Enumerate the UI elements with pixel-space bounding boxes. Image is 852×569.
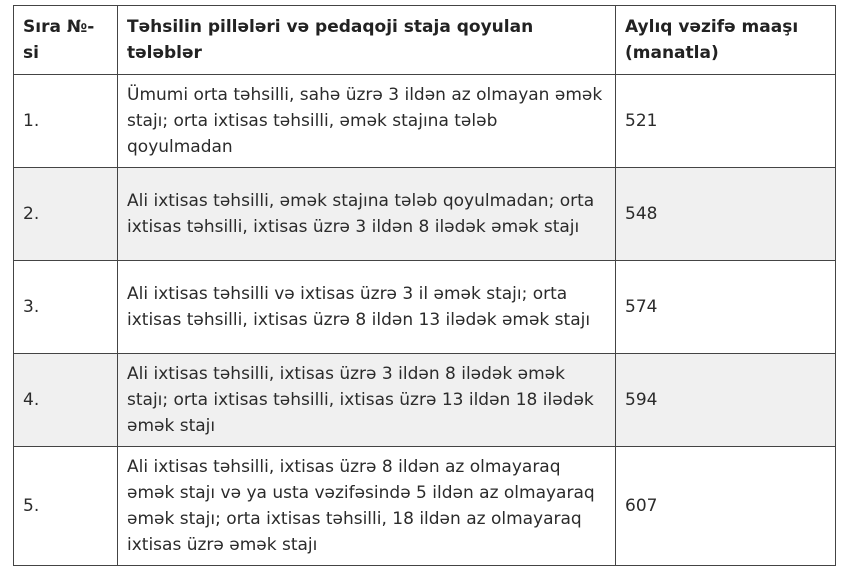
row-number: 1. (14, 75, 118, 168)
row-requirements: Ali ixtisas təhsilli, əmək stajına tələb qoyulmadan; orta ixtisas təhsilli, ixtisas üzrə 3 ildən 8 ilədək əmək stajı (118, 168, 616, 261)
row-number: 5. (14, 447, 118, 566)
row-salary: 607 (616, 447, 836, 566)
cropped-paragraph-text (13, 558, 835, 569)
table-header-row (14, 6, 836, 75)
row-requirements: Ali ixtisas təhsilli, ixtisas üzrə 8 ildən az olmayaraq əmək stajı və ya usta vəzifəsində 5 ildən az olmayaraq əmək stajı; orta ixtisas təhsilli, 18 ildən az olmayaraq ixtisas üzrə əmək stajı (118, 447, 616, 566)
salary-table (13, 5, 836, 566)
table-row (14, 75, 836, 168)
row-requirements: Ali ixtisas təhsilli və ixtisas üzrə 3 il əmək stajı; orta ixtisas təhsilli, ixtisas üzrə 8 ildən 13 ilədək əmək stajı (118, 261, 616, 354)
row-salary: 594 (616, 354, 836, 447)
header-number: Sıra №-si (14, 6, 118, 75)
row-salary: 548 (616, 168, 836, 261)
table-row (14, 354, 836, 447)
row-salary: 574 (616, 261, 836, 354)
header-salary: Aylıq vəzifə maaşı (manatla) (616, 6, 836, 75)
header-requirements: Təhsilin pillələri və pedaqoji staja qoyulan tələblər (118, 6, 616, 75)
table-row (14, 447, 836, 566)
table-row (14, 261, 836, 354)
row-requirements: Ümumi orta təhsilli, sahə üzrə 3 ildən az olmayan əmək stajı; orta ixtisas təhsilli, əmək stajına tələb qoyulmadan (118, 75, 616, 168)
row-salary: 521 (616, 75, 836, 168)
table-row (14, 168, 836, 261)
row-number: 4. (14, 354, 118, 447)
row-requirements: Ali ixtisas təhsilli, ixtisas üzrə 3 ildən 8 ilədək əmək stajı; orta ixtisas təhsilli, ixtisas üzrə 13 ildən 18 ilədək əmək stajı (118, 354, 616, 447)
row-number: 3. (14, 261, 118, 354)
row-number: 2. (14, 168, 118, 261)
